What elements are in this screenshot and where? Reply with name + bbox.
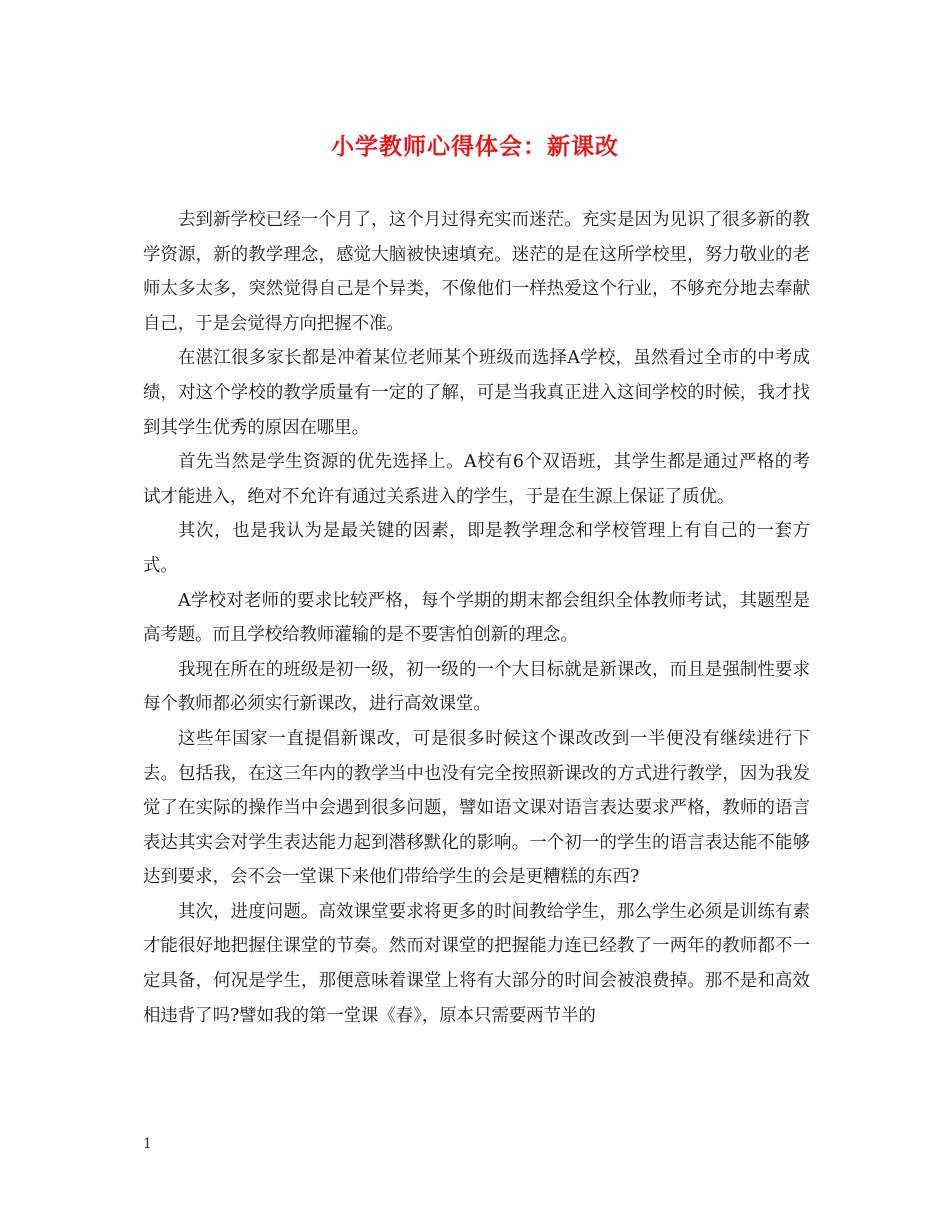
paragraph-7: 这些年国家一直提倡新课改，可是很多时候这个课改改到一半便没有继续进行下去。包括我，在这三年内的教学当中也没有完全按照新课改的方式进行教学，因为我发觉了在实际的操作当中会遇到很多问题，譬如语文课对语言表达要求严格，教师的语言表达其实会对学生表达能力起到潜移默化的影响。一个初一的学生的语言表达能不能够达到要求，会不会一堂课下来他们带给学生的会是更糟糕的东西? <box>143 728 810 888</box>
paragraph-2: 在湛江很多家长都是冲着某位老师某个班级而选择A学校，虽然看过全市的中考成绩，对这个学校的教学质量有一定的了解，可是当我真正进入这间学校的时候，我才找到其学生优秀的原因在哪里。 <box>143 348 810 438</box>
document-body <box>143 203 810 1033</box>
paragraph-3: 首先当然是学生资源的优先选择上。A校有6个双语班，其学生都是通过严格的考试才能进入，绝对不允许有通过关系进入的学生，于是在生源上保证了质优。 <box>143 452 810 507</box>
paragraph-1: 去到新学校已经一个月了，这个月过得充实而迷茫。充实是因为见识了很多新的教学资源，新的教学理念，感觉大脑被快速填充。迷茫的是在这所学校里，努力敬业的老师太多太多，突然觉得自己是个异类，不像他们一样热爱这个行业，不够充分地去奉献自己，于是会觉得方向把握不准。 <box>143 210 810 334</box>
page-title: 小学教师心得体会：新课改 <box>331 133 619 160</box>
paragraph-6: 我现在所在的班级是初一级，初一级的一个大目标就是新课改，而且是强制性要求每个教师都必须实行新课改，进行高效课堂。 <box>143 659 810 715</box>
paragraph-4: 其次，也是我认为是最关键的因素，即是教学理念和学校管理上有自己的一套方式。 <box>143 521 810 576</box>
paragraph-5: A学校对老师的要求比较严格，每个学期的期末都会组织全体教师考试，其题型是高考题。而且学校给教师灌输的是不要害怕创新的理念。 <box>143 590 810 646</box>
page-number: 1 <box>143 1136 152 1152</box>
paragraph-8: 其次，进度问题。高效课堂要求将更多的时间教给学生，那么学生必须是训练有素才能很好地把握住课堂的节奏。然而对课堂的把握能力连已经教了一两年的教师都不一定具备，何况是学生，那便意味着课堂上将有大部分的时间会被浪费掉。那不是和高效相违背了吗?譬如我的第一堂课《春》，原本只需要两节半的 <box>143 901 810 1026</box>
